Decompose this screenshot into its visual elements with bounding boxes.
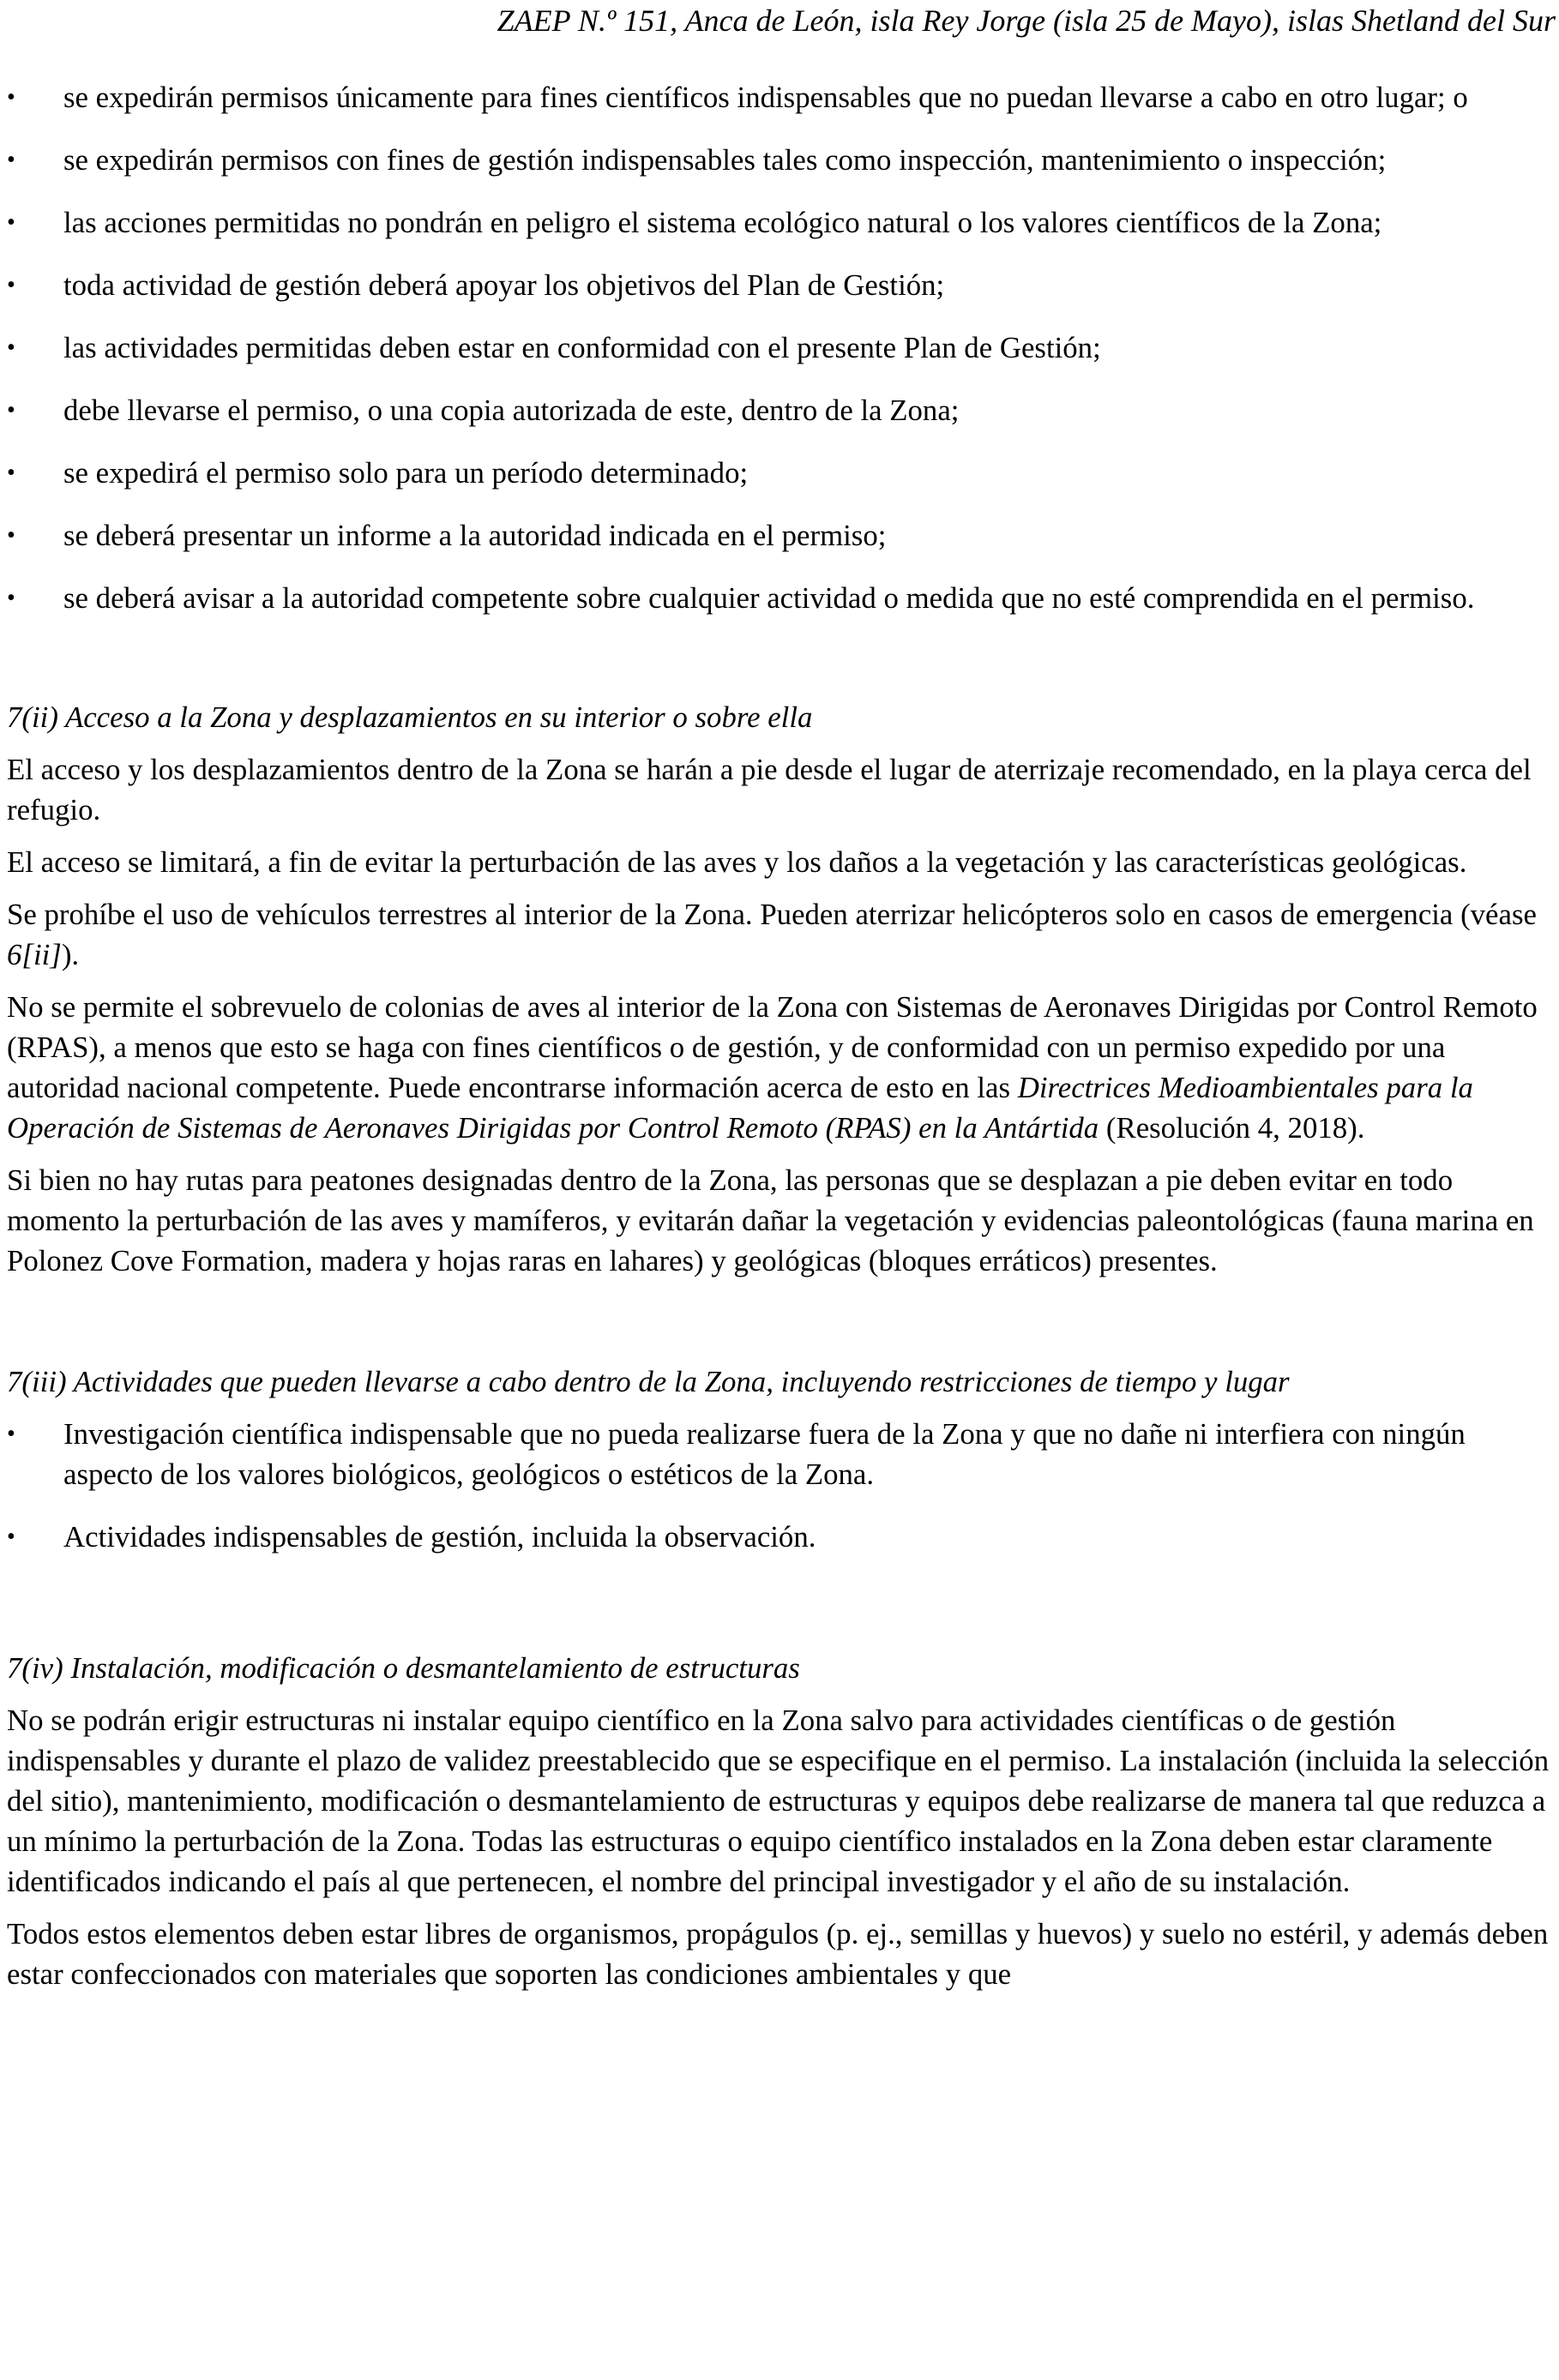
paragraph: El acceso y los desplazamientos dentro de la Zona se harán a pie desde el lugar de aterrizaje recomendado, en la playa cerca del refugio. bbox=[7, 753, 1532, 826]
cross-reference: 6[ii] bbox=[7, 938, 62, 971]
bullet-icon: • bbox=[7, 1524, 15, 1550]
bullet-icon: • bbox=[7, 522, 15, 549]
activities-list bbox=[7, 1414, 1556, 1557]
list-item-text: Actividades indispensables de gestión, incluida la observación. bbox=[63, 1520, 816, 1554]
section-heading-structures: 7(iv) Instalación, modificación o desmantelamiento de estructuras bbox=[7, 1651, 800, 1685]
section-gap bbox=[7, 1293, 1556, 1361]
bullet-icon: • bbox=[7, 460, 15, 486]
bullet-icon: • bbox=[7, 1421, 15, 1447]
paragraph-text: Se prohíbe el uso de vehículos terrestres al interior de la Zona. Pueden aterrizar helicópteros solo en casos de emergencia (véase bbox=[7, 898, 1537, 931]
list-item bbox=[7, 1414, 1556, 1494]
bullet-icon: • bbox=[7, 84, 15, 111]
list-item bbox=[7, 140, 1556, 180]
document-reference: Directrices Medioambientales para la Operación de Sistemas de Aeronaves Dirigidas por Control Remoto (RPAS) en la Antártida bbox=[7, 1071, 1473, 1145]
list-item-text: las actividades permitidas deben estar en conformidad con el presente Plan de Gestión; bbox=[63, 331, 1101, 364]
list-item bbox=[7, 77, 1556, 117]
paragraph-text: (Resolución 4, 2018). bbox=[1099, 1111, 1365, 1145]
list-item bbox=[7, 578, 1556, 618]
list-item bbox=[7, 453, 1556, 493]
paragraph: No se podrán erigir estructuras ni instalar equipo científico en la Zona salvo para actividades científicas o de gestión indispensables y durante el plazo de validez preestablecido que se especifique en el permiso. La instalación (incluida la selección del sitio), mantenimiento, modificación o desmantelamiento de estructuras y equipos debe realizarse de manera tal que reduzca a un mínimo la perturbación de la Zona. Todas las estructuras o equipo científico instalados en la Zona deben estar claramente identificados indicando el país al que pertenecen, el nombre del principal investigador y el año de su instalación. bbox=[7, 1704, 1550, 1898]
section-gap bbox=[7, 640, 1556, 697]
list-item-text: se deberá presentar un informe a la autoridad indicada en el permiso; bbox=[63, 519, 887, 552]
bullet-icon: • bbox=[7, 209, 15, 236]
list-item bbox=[7, 1517, 1556, 1557]
section-heading-access: 7(ii) Acceso a la Zona y desplazamientos en su interior o sobre ella bbox=[7, 700, 813, 734]
paragraph: Todos estos elementos deben estar libres de organismos, propágulos (p. ej., semillas y huevos) y suelo no estéril, y además deben estar confeccionados con materiales que soporten las condiciones ambientales y que bbox=[7, 1917, 1549, 1991]
paragraph bbox=[7, 987, 1556, 1148]
list-item bbox=[7, 202, 1556, 243]
list-item-text: Investigación científica indispensable que no pueda realizarse fuera de la Zona y que no dañe ni interfiera con ningún aspecto de los valores biológicos, geológicos o estéticos de la Zona. bbox=[63, 1417, 1466, 1491]
list-item bbox=[7, 390, 1556, 430]
paragraph bbox=[7, 894, 1556, 975]
paragraph: El acceso se limitará, a fin de evitar la perturbación de las aves y los daños a la vegetación y las características geológicas. bbox=[7, 845, 1467, 879]
list-item-text: se expedirá el permiso solo para un período determinado; bbox=[63, 456, 749, 490]
list-item-text: toda actividad de gestión deberá apoyar los objetivos del Plan de Gestión; bbox=[63, 268, 945, 302]
section-gap bbox=[7, 1579, 1556, 1648]
list-item-text: debe llevarse el permiso, o una copia autorizada de este, dentro de la Zona; bbox=[63, 394, 960, 427]
bullet-icon: • bbox=[7, 334, 15, 361]
list-item bbox=[7, 265, 1556, 305]
list-item-text: se expedirán permisos con fines de gestión indispensables tales como inspección, mantenimiento o inspección; bbox=[63, 143, 1387, 177]
bullet-icon: • bbox=[7, 272, 15, 298]
paragraph: Si bien no hay rutas para peatones designadas dentro de la Zona, las personas que se desplazan a pie deben evitar en todo momento la perturbación de las aves y mamíferos, y evitarán dañar la vegetación y evidencias paleontológicas (fauna marina en Polonez Cove Formation, madera y hojas raras en lahares) y geológicas (bloques erráticos) presentes. bbox=[7, 1163, 1534, 1277]
list-item bbox=[7, 328, 1556, 368]
document-body bbox=[7, 77, 1556, 2006]
paragraph-text: No se permite el sobrevuelo de colonias de aves al interior de la Zona con Sistemas de Aeronaves Dirigidas por Control Remoto (RPAS), a menos que esto se haga con fines científicos o de gestión, y de conformidad con un permiso expedido por una autoridad nacional competente. Puede encontrarse información acerca de esto en las bbox=[7, 990, 1538, 1104]
bullet-icon: • bbox=[7, 397, 15, 424]
section-heading-activities: 7(iii) Actividades que pueden llevarse a cabo dentro de la Zona, incluyendo restricciones de tiempo y lugar bbox=[7, 1365, 1290, 1398]
list-item bbox=[7, 515, 1556, 556]
list-item-text: las acciones permitidas no pondrán en peligro el sistema ecológico natural o los valores científicos de la Zona; bbox=[63, 206, 1382, 239]
running-header: ZAEP N.º 151, Anca de León, isla Rey Jorge (isla 25 de Mayo), islas Shetland del Sur bbox=[497, 3, 1556, 38]
paragraph-text: ). bbox=[61, 938, 80, 971]
bullet-icon: • bbox=[7, 147, 15, 173]
list-item-text: se deberá avisar a la autoridad competente sobre cualquier actividad o medida que no esté comprendida en el permiso. bbox=[63, 581, 1475, 615]
permit-conditions-list bbox=[7, 77, 1556, 618]
list-item-text: se expedirán permisos únicamente para fines científicos indispensables que no puedan llevarse a cabo en otro lugar; o bbox=[63, 81, 1468, 114]
bullet-icon: • bbox=[7, 585, 15, 611]
